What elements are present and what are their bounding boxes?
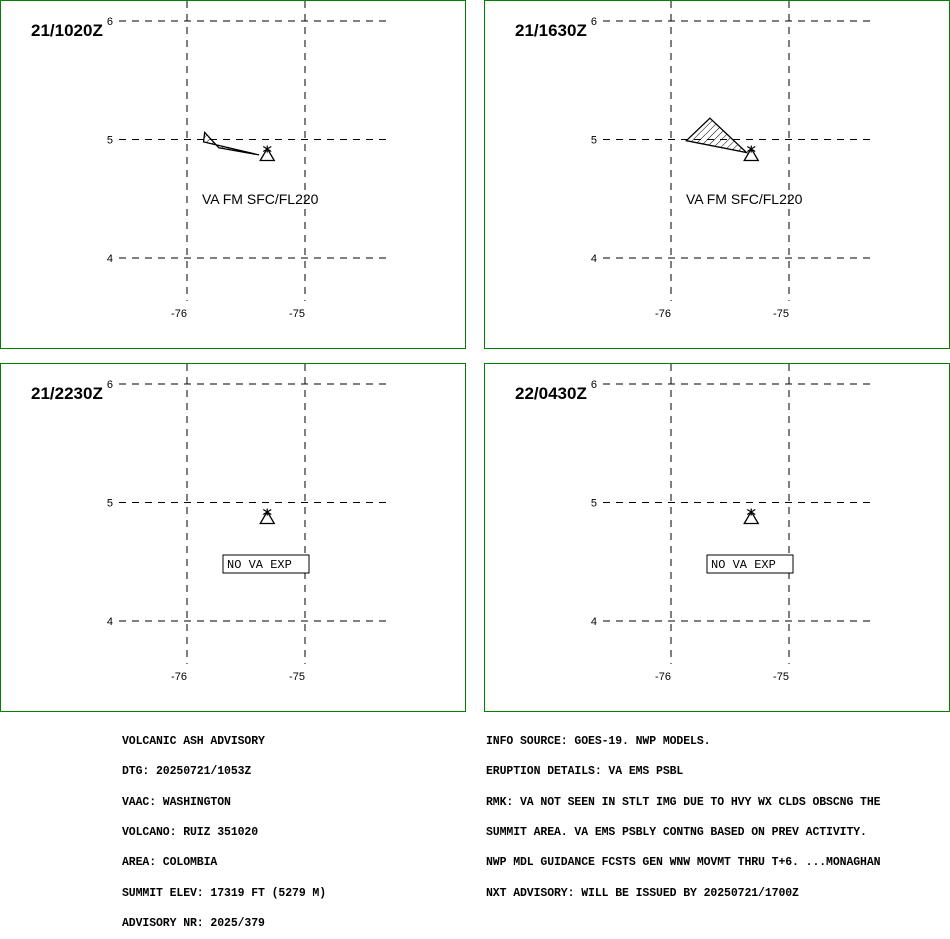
advisory-line: SUMMIT AREA. VA EMS PSBLY CONTNG BASED ON PREV ACTIVITY. [486, 826, 867, 840]
ash-label: NO VA EXP [227, 558, 292, 572]
lon-label: -76 [171, 671, 187, 683]
advisory-line: RMK: VA NOT SEEN IN STLT IMG DUE TO HVY WX CLDS OBSCNG THE [486, 795, 881, 809]
lon-label: -75 [289, 671, 305, 683]
map-svg [485, 1, 950, 350]
advisory-left-text [122, 717, 326, 939]
lat-label: 4 [106, 616, 113, 628]
lat-label: 4 [590, 253, 597, 265]
ash-label: NO VA EXP [711, 558, 776, 572]
advisory-line: VOLCANO: RUIZ 351020 [122, 826, 259, 840]
advisory-right-text [486, 717, 880, 909]
panel-time-label: 21/1630Z [515, 21, 587, 40]
advisory-line: DTG: 20250721/1053Z [122, 765, 252, 779]
advisory-line: VOLCANIC ASH ADVISORY [122, 735, 265, 749]
lon-label: -76 [171, 308, 187, 320]
volcano-icon [260, 146, 274, 161]
forecast-panel-4 [484, 363, 950, 712]
volcano-icon [744, 509, 758, 524]
lat-label: 4 [106, 253, 113, 265]
advisory-line: INFO SOURCE: GOES-19. NWP MODELS. [486, 735, 711, 749]
volcano-icon [260, 509, 274, 524]
ash-cloud-polygon [686, 118, 746, 152]
advisory-line: ERUPTION DETAILS: VA EMS PSBL [486, 765, 684, 779]
lat-label: 6 [590, 16, 597, 28]
forecast-panel-2 [484, 0, 950, 349]
advisory-line: SUMMIT ELEV: 17319 FT (5279 M) [122, 886, 327, 900]
lon-label: -75 [773, 308, 789, 320]
ash-label: VA FM SFC/FL220 [202, 191, 319, 207]
lat-label: 5 [106, 497, 113, 510]
map-svg [1, 364, 467, 713]
map-svg [485, 364, 950, 713]
advisory-line: NWP MDL GUIDANCE FCSTS GEN WNW MOVMT THRU T+6. ...MONAGHAN [486, 856, 881, 870]
forecast-panel-1 [0, 0, 466, 349]
panel-time-label: 22/0430Z [515, 384, 587, 403]
panel-time-label: 21/1020Z [31, 21, 103, 40]
lat-label: 6 [106, 379, 113, 391]
lat-label: 5 [590, 497, 597, 510]
ash-label: VA FM SFC/FL220 [686, 191, 803, 207]
lat-label: 6 [106, 16, 113, 28]
advisory-line: NXT ADVISORY: WILL BE ISSUED BY 20250721/1700Z [486, 886, 799, 900]
lat-label: 5 [590, 134, 597, 147]
lon-label: -75 [289, 308, 305, 320]
panel-time-label: 21/2230Z [31, 384, 103, 403]
ash-cloud-polygon [204, 132, 259, 155]
lon-label: -75 [773, 671, 789, 683]
lat-label: 4 [590, 616, 597, 628]
advisory-line: ADVISORY NR: 2025/379 [122, 916, 265, 930]
lon-label: -76 [655, 671, 671, 683]
forecast-panel-3 [0, 363, 466, 712]
advisory-line: VAAC: WASHINGTON [122, 795, 231, 809]
map-svg [1, 1, 467, 350]
lon-label: -76 [655, 308, 671, 320]
lat-label: 6 [590, 379, 597, 391]
advisory-line: AREA: COLOMBIA [122, 856, 218, 870]
lat-label: 5 [106, 134, 113, 147]
